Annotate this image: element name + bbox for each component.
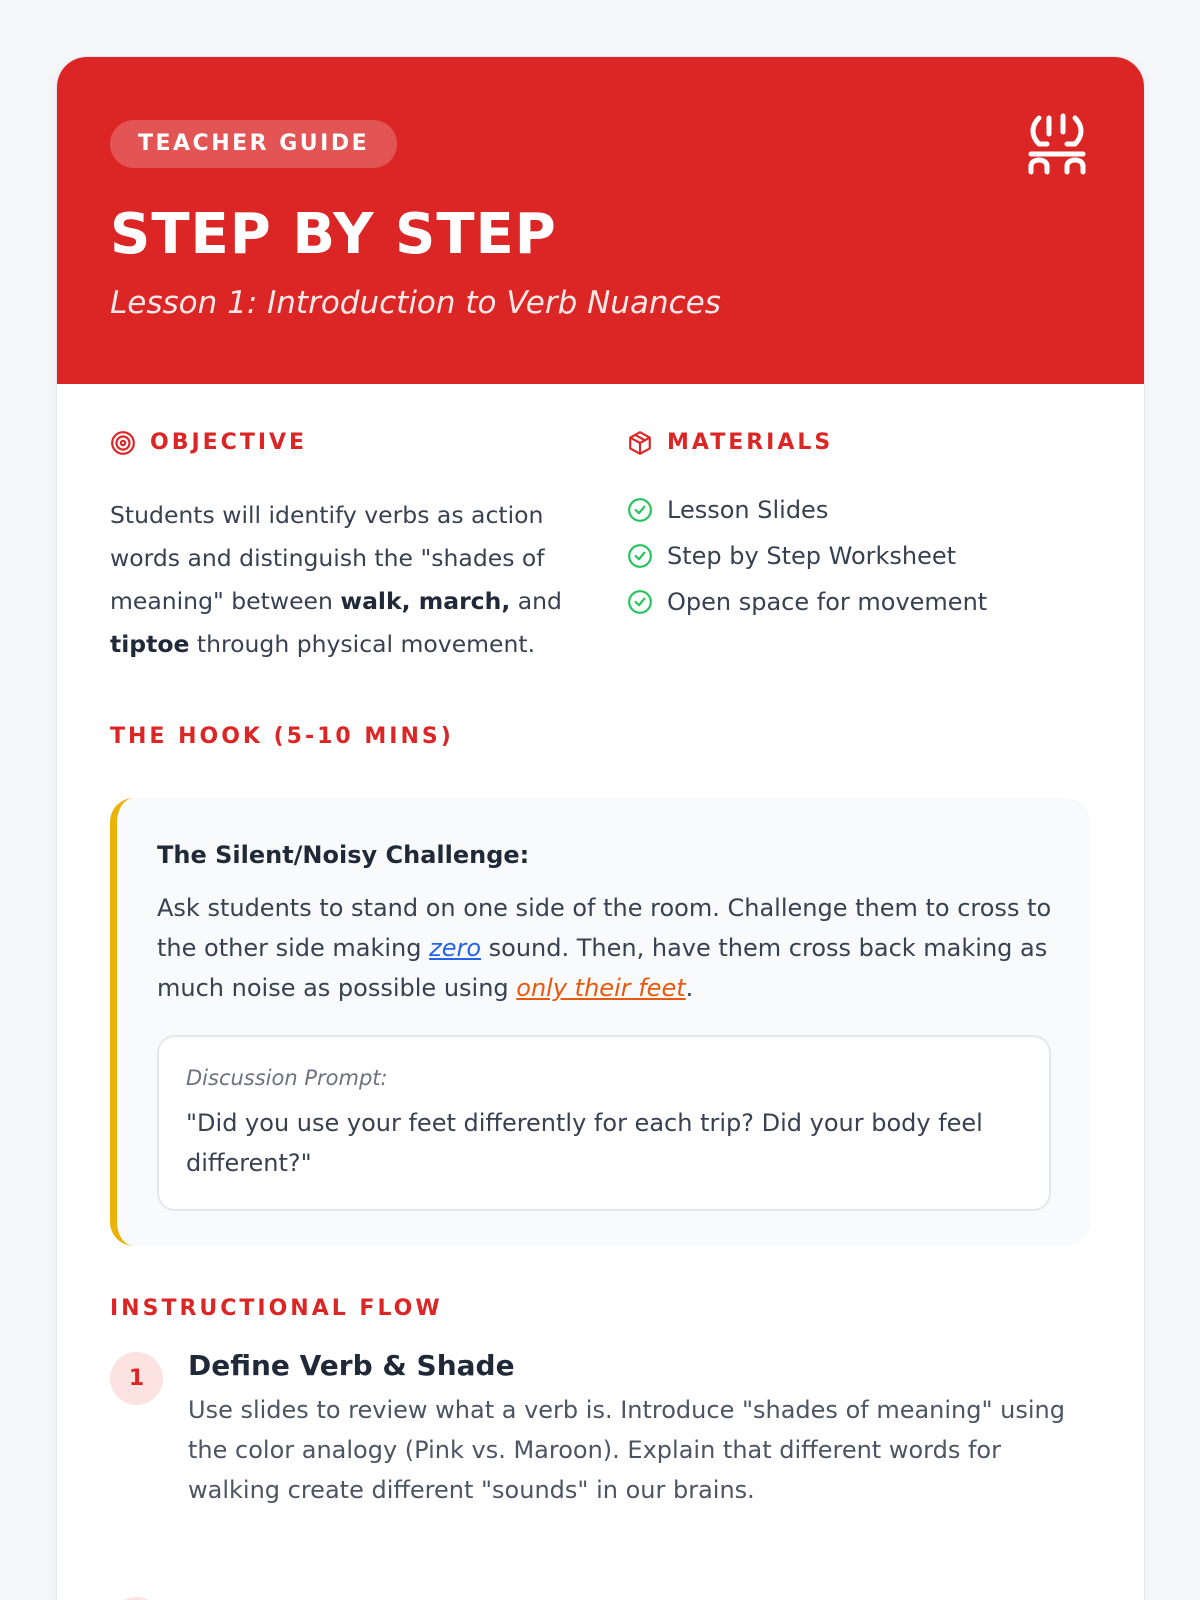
discussion-prompt-quote: "Did you use your feet differently for each trip? Did your body feel different?" (186, 1109, 983, 1177)
lesson-subtitle: Lesson 1: Introduction to Verb Nuances (110, 285, 721, 321)
instructional-flow-heading: INSTRUCTIONAL FLOW (110, 1296, 443, 1321)
materials-list (627, 487, 987, 625)
list-item (627, 533, 987, 579)
box-icon (627, 430, 653, 456)
footsteps-icon (1025, 112, 1089, 176)
check-circle-icon (627, 543, 653, 569)
teacher-guide-badge: TEACHER GUIDE (110, 120, 397, 168)
step-title: Define Verb & Shade (188, 1349, 515, 1382)
discussion-prompt-label: Discussion Prompt: (186, 1066, 388, 1090)
objective-bold-verbs: walk, march, (340, 587, 511, 615)
target-icon (110, 430, 136, 456)
objective-heading-label: OBJECTIVE (150, 430, 308, 455)
hook-heading: THE HOOK (5-10 MINS) (110, 724, 454, 749)
check-circle-icon (627, 589, 653, 615)
page-title: STEP BY STEP (110, 202, 557, 267)
hook-box (110, 798, 1090, 1246)
hook-text: Ask students to stand on one side of the room. Challenge them to cross to the other side making zero sound. Then, have them cross back making as much noise as possible using only their feet. (157, 894, 1052, 1002)
step-description: Use slides to review what a verb is. Introduce "shades of meaning" using the color analogy (Pink vs. Maroon). Explain that different words for walking create different "sounds" in our brains. (188, 1396, 1065, 1504)
discussion-prompt-box (157, 1035, 1051, 1211)
hook-title: The Silent/Noisy Challenge: (157, 841, 530, 869)
check-circle-icon (627, 497, 653, 523)
emphasis-only-their-feet: only their feet (516, 974, 686, 1002)
material-label: Step by Step Worksheet (667, 542, 957, 570)
list-item (627, 579, 987, 625)
emphasis-zero: zero (429, 934, 482, 962)
list-item (627, 487, 987, 533)
step-number: 1 (110, 1352, 163, 1405)
lesson-header (57, 57, 1144, 384)
objective-heading (110, 428, 307, 458)
objective-bold-tiptoe: tiptoe (110, 630, 190, 658)
lesson-card (57, 57, 1144, 1600)
objective-text: Students will identify verbs as action words and distinguish the "shades of meaning" between walk, march, and tiptoe through physical movement. (110, 501, 562, 658)
material-label: Lesson Slides (667, 496, 829, 524)
material-label: Open space for movement (667, 588, 988, 616)
materials-heading (627, 428, 833, 458)
materials-heading-label: MATERIALS (667, 430, 834, 455)
